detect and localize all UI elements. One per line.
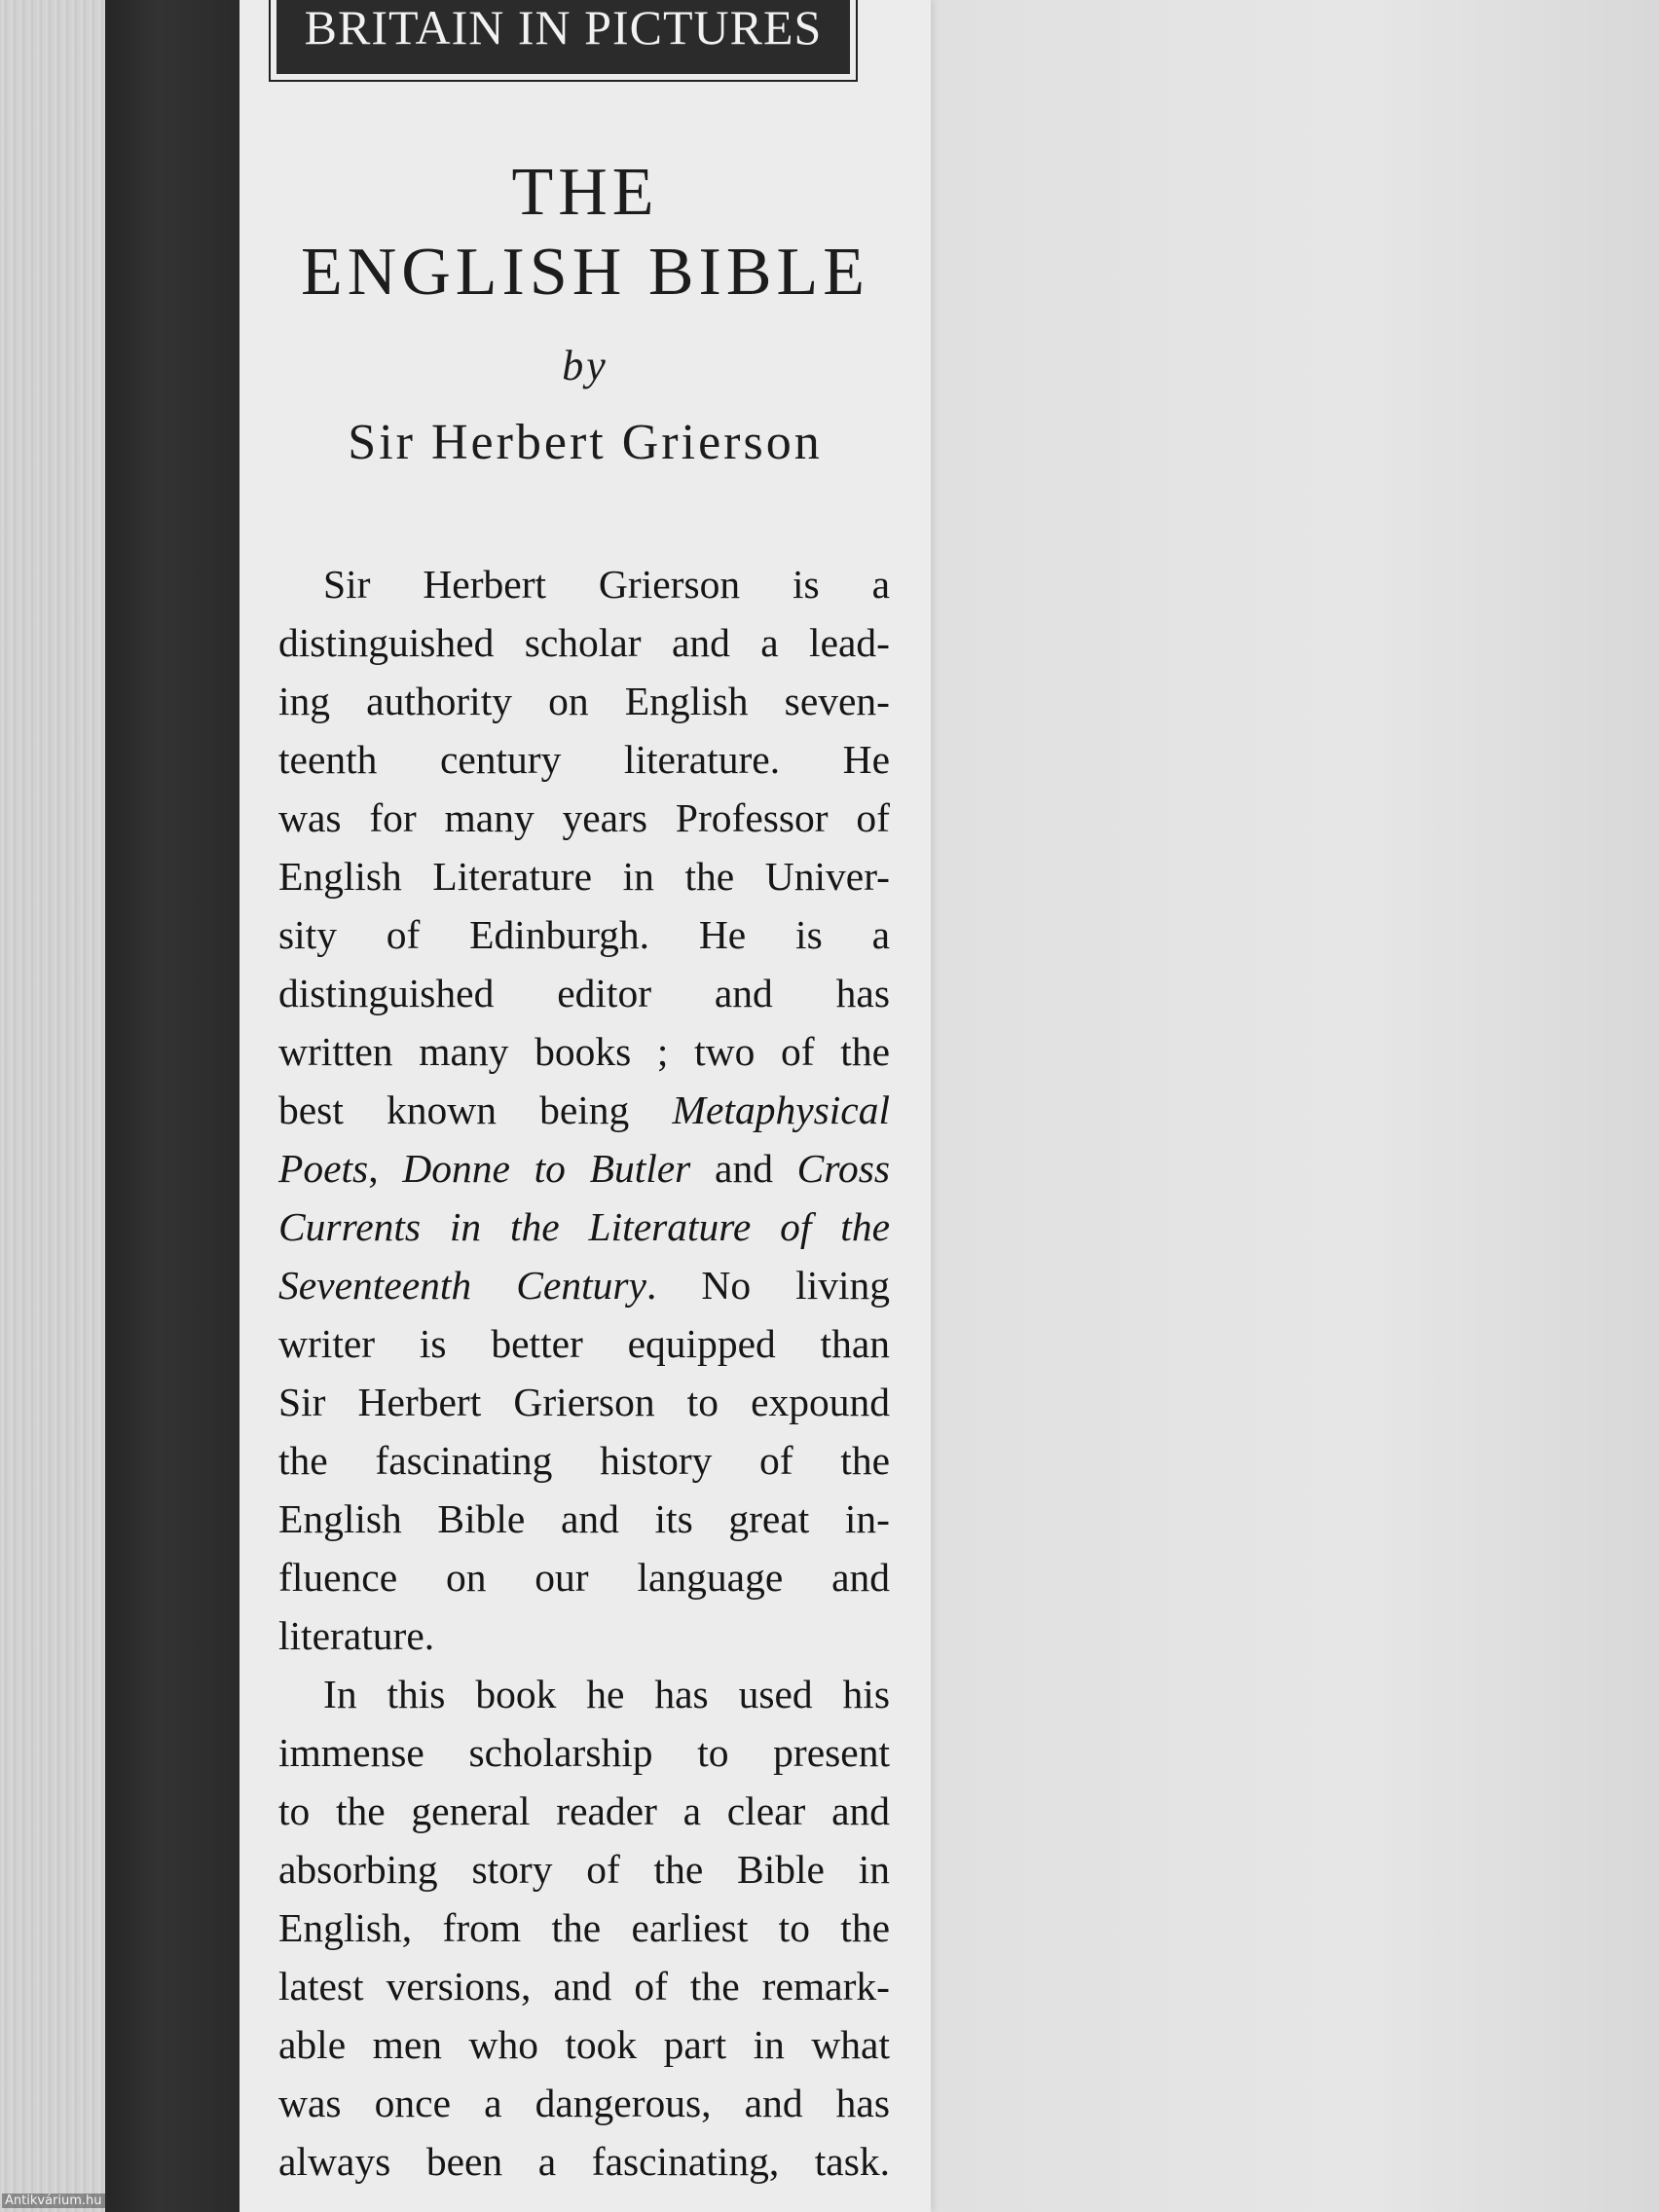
text-line: written many books ; two of the: [278, 1029, 890, 1074]
blurb-paragraph-1: [278, 555, 890, 1665]
text-line: distinguished editor and has: [278, 971, 890, 1015]
blurb-paragraph-2: [278, 1665, 890, 2191]
series-banner: BRITAIN IN PICTURES: [276, 0, 850, 74]
dust-jacket-flap: [240, 0, 931, 2212]
text-line: English Bible and its great in-: [278, 1496, 890, 1541]
italic-title: Seventeenth Century: [278, 1263, 646, 1308]
italic-title: Cross: [796, 1146, 891, 1191]
text-line: fluence on our language and: [278, 1555, 890, 1600]
text-line: immense scholarship to present: [278, 1730, 890, 1775]
text-line: Currents in the Literature of the: [278, 1204, 890, 1249]
text-line: In this book he has used his: [323, 1672, 890, 1716]
watermark: Antikvárium.hu: [2, 2194, 105, 2208]
page-edges: [0, 0, 107, 2212]
text-line: [278, 1256, 890, 1314]
text-line: Sir Herbert Grierson is a: [323, 562, 890, 607]
text-line: to the general reader a clear and: [278, 1788, 890, 1833]
text-line: sity of Edinburgh. He is a: [278, 912, 890, 957]
text-run: and: [690, 1146, 797, 1191]
text-line: was for many years Professor of: [278, 795, 890, 840]
text-line: literature.: [278, 1613, 435, 1658]
text-line: English Literature in the Univer-: [278, 854, 890, 899]
text-line: writer is better equipped than: [278, 1321, 890, 1366]
series-banner-frame: [269, 0, 858, 82]
italic-title: Metaphysical: [672, 1088, 890, 1132]
text-line: [278, 1081, 890, 1139]
book-title-line-1: THE: [511, 155, 659, 230]
text-line: distinguished scholar and a lead-: [278, 620, 890, 665]
text-line: able men who took part in what: [278, 2022, 890, 2067]
book-title-line-2: ENGLISH BIBLE: [300, 235, 870, 310]
text-line: English, from the earliest to the: [278, 1905, 890, 1950]
text-line: ing authority on English seven-: [278, 679, 890, 723]
text-line: Sir Herbert Grierson to expound: [278, 1380, 890, 1424]
blurb-text: [278, 555, 890, 2191]
text-run: best known being: [278, 1088, 673, 1132]
by-line: by: [562, 342, 608, 389]
text-line: always been a fascinating, task.: [278, 2139, 890, 2184]
text-line: teenth century literature. He: [278, 737, 890, 782]
author-name: Sir Herbert Grierson: [348, 415, 823, 470]
book-spine: [105, 0, 241, 2212]
text-line: absorbing story of the Bible in: [278, 1847, 890, 1892]
italic-title: Poets: [278, 1146, 369, 1191]
text-line: [278, 1139, 890, 1198]
text-line: was once a dangerous, and has: [278, 2081, 890, 2125]
text-run: . No living: [645, 1263, 891, 1308]
text-line: the fascinating history of the: [278, 1438, 890, 1483]
text-line: latest versions, and of the remark-: [278, 1964, 890, 2009]
text-run: ,: [368, 1146, 403, 1191]
italic-title: Donne to Butler: [402, 1146, 691, 1191]
